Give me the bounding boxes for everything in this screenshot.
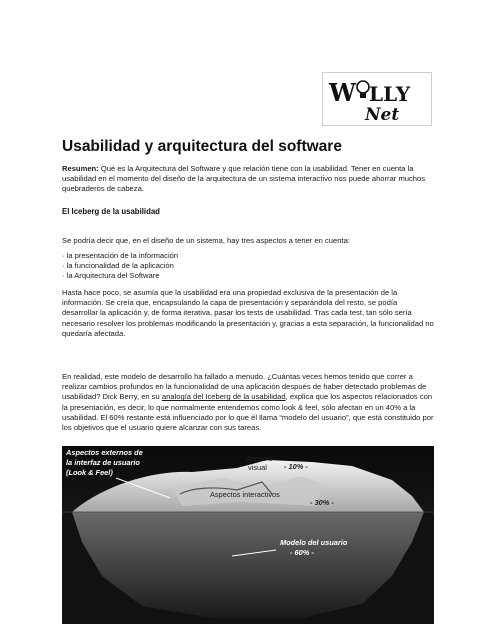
logo-word-net: Net [365, 105, 400, 125]
section-title: El Iceberg de la usabilidad [62, 207, 160, 216]
paragraph-iceberg [62, 372, 434, 433]
figure-label-interactive: Aspectos interactivos [210, 490, 280, 499]
lightbulb-icon [357, 81, 369, 93]
summary-label: Resumen: [62, 164, 99, 173]
figure-label-model: Modelo del usuario [280, 538, 348, 547]
figure-label-external: (Look & Feel) [66, 468, 113, 477]
figure-label-external: la interfaz de usuario [66, 458, 140, 467]
paragraph-iceberg-text-2: , explica que los aspectos relacionados con la presentación, es decir, lo que normalmente entendemos como look & feel, sólo afectan en un 40% a la usabilidad. El 60% restante está influenciado por lo que él llama “modelo del usuario”, que está constituido por los objetivos que el usuario quiere alcanzar con sus tareas. [62, 392, 434, 433]
iceberg-illustration [62, 446, 434, 624]
intro-paragraph: Se podría decir que, en el diseño de un sistema, hay tres aspectos a tener en cuenta: [62, 236, 350, 245]
list-item: · la funcionalidad de la aplicación [62, 261, 174, 270]
figure-label-visual: Aspecto [246, 454, 273, 463]
wollynet-logo [322, 72, 432, 126]
logo-letter-w: W [329, 78, 356, 107]
figure-label-external: Aspectos externos de [66, 448, 143, 457]
paragraph-iceberg-text-1: En realidad, este modelo de desarrollo ha fallado a menudo. ¿Cuántas veces hemos tenido que correr a realizar cambios profundos en la funcionalidad de una aplicación después de haber detectado problemas de usabilidad? Dick Berry, en su [62, 372, 427, 402]
aspects-list [62, 251, 422, 281]
paragraph-presentation: Hasta hace poco, se asumía que la usabilidad era una propiedad exclusiva de la presentación de la información. Se creía que, encapsulando la capa de presentación y separándola del resto, se podía desarrollar la aplicación y, de forma iterativa, pasar los tests de usabilidad. Tras cada test, tan sólo sería necesario resolver los problemas modificando la presentación y, gracias a esta separación, la funcionalidad no quedaría afectada. [62, 288, 434, 338]
iceberg-analogy-link[interactable]: analogía del Iceberg de la usabilidad [161, 392, 286, 402]
summary-text: Qué es la Arquitectura del Software y que relación tiene con la usabilidad. Tener en cuenta la usabilidad en el momento del diseño de la arquitectura de un sistema interactivo nos puede ahorrar muchos quebraderos de cabeza. [62, 164, 426, 194]
logo-letters-lly: LLY [369, 82, 411, 106]
list-item: · la Arquitectura del Software [62, 271, 160, 280]
figure-label-model-pct: - 60% - [290, 548, 314, 557]
figure-label-interactive-pct: - 30% - [310, 498, 334, 507]
figure-label-visual: visual [248, 463, 267, 472]
summary-paragraph [62, 164, 434, 195]
list-item: · la presentación de la información [62, 251, 179, 260]
page-title: Usabilidad y arquitectura del software [62, 138, 342, 155]
figure-label-visual-pct: - 10% - [284, 462, 308, 471]
iceberg-figure [62, 446, 434, 624]
